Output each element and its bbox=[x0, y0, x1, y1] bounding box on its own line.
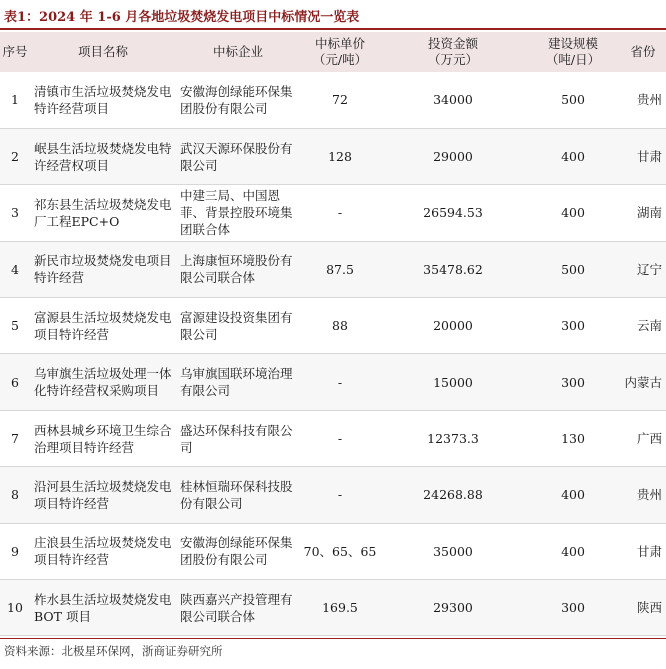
cell-province: 贵州 bbox=[620, 72, 666, 128]
table-title: 表1：2024 年 1-6 月各地垃圾焚烧发电项目中标情况一览表 bbox=[4, 10, 360, 25]
cell-no: 2 bbox=[0, 128, 30, 184]
table-row bbox=[0, 72, 666, 128]
table-row bbox=[0, 467, 666, 523]
table-row bbox=[0, 185, 666, 241]
cell-province: 甘肃 bbox=[620, 128, 666, 184]
cell-scale: 400 bbox=[526, 128, 620, 184]
cell-investment: 29000 bbox=[380, 128, 526, 184]
cell-investment: 35478.62 bbox=[380, 241, 526, 297]
cell-project-name: 乌审旗生活垃圾处理一体化特许经营权采购项目 bbox=[30, 354, 176, 410]
cell-scale: 400 bbox=[526, 523, 620, 579]
cell-project-name: 柞水县生活垃圾焚烧发电 BOT 项目 bbox=[30, 580, 176, 636]
cell-unit-price: - bbox=[300, 354, 380, 410]
cell-scale: 130 bbox=[526, 410, 620, 466]
footer-divider bbox=[0, 638, 666, 639]
cell-project-name: 富源县生活垃圾焚烧发电项目特许经营 bbox=[30, 298, 176, 354]
header-winner: 中标企业 bbox=[212, 44, 263, 59]
cell-no: 9 bbox=[0, 523, 30, 579]
cell-scale: 300 bbox=[526, 298, 620, 354]
cell-no: 8 bbox=[0, 467, 30, 523]
cell-no: 6 bbox=[0, 354, 30, 410]
cell-winner: 富源建设投资集团有限公司 bbox=[176, 298, 300, 354]
cell-winner: 乌审旗国联环境治理有限公司 bbox=[176, 354, 300, 410]
cell-investment: 35000 bbox=[380, 523, 526, 579]
header-unit-price: 中标单价 （元/吨） bbox=[312, 36, 368, 67]
cell-investment: 26594.53 bbox=[380, 185, 526, 241]
table-row bbox=[0, 128, 666, 184]
cell-investment: 29300 bbox=[380, 580, 526, 636]
cell-project-name: 清镇市生活垃圾焚烧发电特许经营项目 bbox=[30, 72, 176, 128]
cell-project-name: 西林县城乡环境卫生综合治理项目特许经营 bbox=[30, 410, 176, 466]
header-no: 序号 bbox=[2, 44, 28, 59]
cell-province: 广西 bbox=[620, 410, 666, 466]
cell-scale: 400 bbox=[526, 467, 620, 523]
cell-unit-price: - bbox=[300, 410, 380, 466]
cell-unit-price: - bbox=[300, 467, 380, 523]
cell-no: 5 bbox=[0, 298, 30, 354]
cell-winner: 陕西嘉兴产投管理有限公司联合体 bbox=[176, 580, 300, 636]
cell-winner: 安徽海创绿能环保集团股份有限公司 bbox=[176, 523, 300, 579]
cell-scale: 400 bbox=[526, 185, 620, 241]
cell-investment: 15000 bbox=[380, 354, 526, 410]
cell-no: 3 bbox=[0, 185, 30, 241]
cell-province: 甘肃 bbox=[620, 523, 666, 579]
cell-unit-price: 169.5 bbox=[300, 580, 380, 636]
cell-unit-price: 88 bbox=[300, 298, 380, 354]
cell-winner: 盛达环保科技有限公司 bbox=[176, 410, 300, 466]
cell-unit-price: - bbox=[300, 185, 380, 241]
cell-unit-price: 70、65、65 bbox=[300, 523, 380, 579]
table-row bbox=[0, 410, 666, 466]
cell-project-name: 新民市垃圾焚烧发电项目特许经营 bbox=[30, 241, 176, 297]
cell-province: 贵州 bbox=[620, 467, 666, 523]
cell-scale: 500 bbox=[526, 72, 620, 128]
header-investment: 投资金额 （万元） bbox=[427, 36, 478, 67]
cell-project-name: 祁东县生活垃圾焚烧发电厂工程EPC+O bbox=[30, 185, 176, 241]
cell-project-name: 沿河县生活垃圾焚烧发电项目特许经营 bbox=[30, 467, 176, 523]
cell-province: 内蒙古 bbox=[620, 354, 666, 410]
cell-unit-price: 72 bbox=[300, 72, 380, 128]
cell-scale: 300 bbox=[526, 580, 620, 636]
header-scale: 建设规模 （吨/日） bbox=[545, 36, 601, 67]
cell-province: 云南 bbox=[620, 298, 666, 354]
cell-investment: 24268.88 bbox=[380, 467, 526, 523]
bid-results-table bbox=[0, 32, 666, 636]
cell-no: 1 bbox=[0, 72, 30, 128]
source-note: 资料来源：北极星环保网，浙商证券研究所 bbox=[4, 644, 223, 658]
table-row bbox=[0, 354, 666, 410]
cell-investment: 20000 bbox=[380, 298, 526, 354]
cell-project-name: 庄浪县生活垃圾焚烧发电项目特许经营 bbox=[30, 523, 176, 579]
cell-scale: 300 bbox=[526, 354, 620, 410]
table-row bbox=[0, 298, 666, 354]
cell-no: 4 bbox=[0, 241, 30, 297]
cell-winner: 安徽海创绿能环保集团股份有限公司 bbox=[176, 72, 300, 128]
cell-investment: 34000 bbox=[380, 72, 526, 128]
cell-unit-price: 128 bbox=[300, 128, 380, 184]
cell-province: 陕西 bbox=[620, 580, 666, 636]
table-row bbox=[0, 241, 666, 297]
cell-winner: 武汉天源环保股份有限公司 bbox=[176, 128, 300, 184]
header-row bbox=[0, 32, 666, 72]
table-row bbox=[0, 523, 666, 579]
cell-winner: 桂林恒瑞环保科技股份有限公司 bbox=[176, 467, 300, 523]
header-project-name: 项目名称 bbox=[77, 44, 128, 59]
cell-no: 7 bbox=[0, 410, 30, 466]
cell-province: 辽宁 bbox=[620, 241, 666, 297]
cell-winner: 中建三局、中国恩菲、背景控股环境集团联合体 bbox=[176, 185, 300, 241]
title-divider bbox=[0, 28, 666, 30]
cell-no: 10 bbox=[0, 580, 30, 636]
header-province: 省份 bbox=[630, 44, 656, 59]
cell-scale: 500 bbox=[526, 241, 620, 297]
cell-unit-price: 87.5 bbox=[300, 241, 380, 297]
cell-project-name: 岷县生活垃圾焚烧发电特许经营权项目 bbox=[30, 128, 176, 184]
table-row bbox=[0, 580, 666, 636]
cell-province: 湖南 bbox=[620, 185, 666, 241]
cell-winner: 上海康恒环境股份有限公司联合体 bbox=[176, 241, 300, 297]
cell-investment: 12373.3 bbox=[380, 410, 526, 466]
